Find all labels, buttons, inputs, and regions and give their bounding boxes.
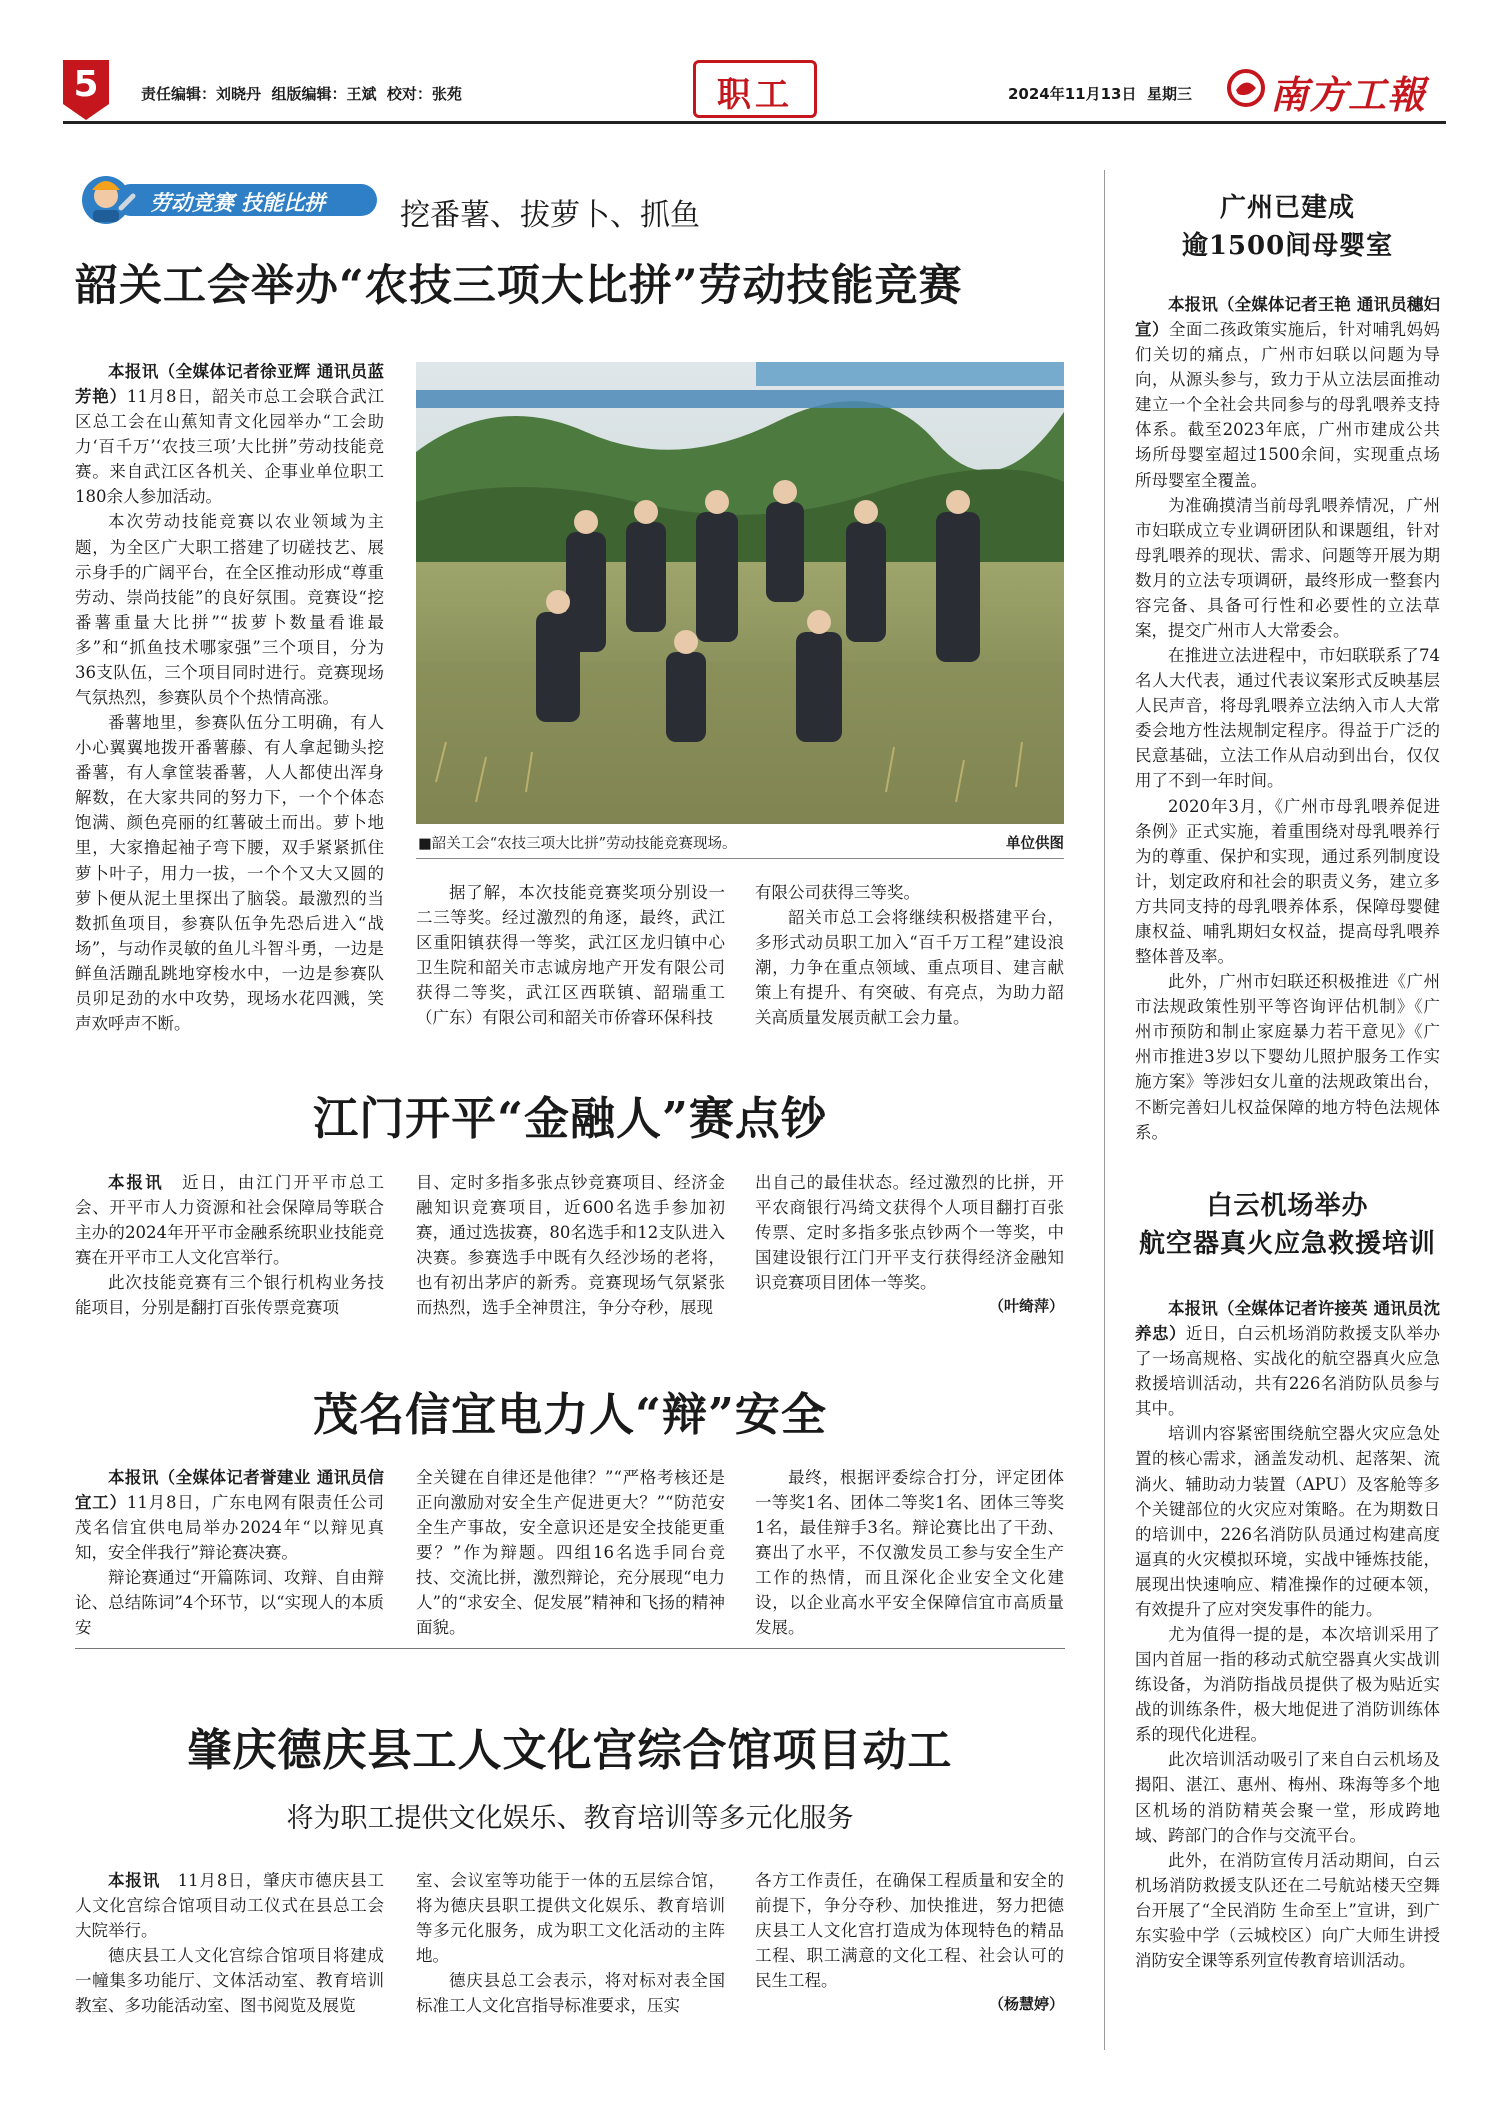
- zhaoqing-p1: 本报讯 11月8日，肇庆市德庆县工人文化宫综合馆项目动工仪式在县总工会大院举行。: [75, 1871, 385, 1941]
- header-rule: [63, 121, 1446, 124]
- section-label: 职工: [717, 75, 793, 115]
- sidebar1-p2: 为准确摸清当前母乳喂养情况，广州市妇联成立专业调研团队和课题组，针对母乳喂养的现状、需求、问题等开展为期数月的立法专项调研，最终形成一整套内容完备、具备可行性和必要性的立法草案，提交广州市人大常委会。: [1135, 495, 1440, 641]
- sidebar2-body: [1135, 1296, 1440, 1973]
- sidebar2-p4: 此次培训活动吸引了来自白云机场及揭阳、湛江、惠州、梅州、珠海等多个地区机场的消防精英会聚一堂，形成跨地域、跨部门的合作与交流平台。: [1135, 1750, 1440, 1845]
- zhaoqing-col3: [755, 1868, 1064, 2014]
- lead-byline: 本报讯（全媒体记者徐亚辉 通讯员蓝芳艳）: [75, 362, 384, 407]
- worker-wrench-icon: [75, 166, 137, 228]
- zhaoqing-p2: 德庆县工人文化宫综合馆项目将建成一幢集多功能厅、文体活动室、教育培训教室、多功能活动室、图书阅览及展览: [75, 1946, 384, 2016]
- maoming-col2-p1: 全关键在自律还是他律？”“严格考核还是正向激励对安全生产促进更大？”“防范安全生产事故，安全意识还是安全技能更重要？”作为辩题。四组16名选手同台竞技、交流比拼，激烈辩论，充分展现“电力人”的“求安全、促发展”精神和飞扬的精神面貌。: [416, 1468, 725, 1638]
- lead-kicker: 挖番薯、拔萝卜、抓鱼: [400, 198, 700, 233]
- page-number-badge: [63, 60, 109, 120]
- sidebar1-p5: 此外，广州市妇联还积极推进《广州市法规政策性别平等咨询评估机制》《广州市预防和制止家庭暴力若干意见》《广州市推进3岁以下婴幼儿照护服务工作实施方案》等涉妇女儿童的法规政策出台，不断完善妇儿权益保障的地方特色法规体系。: [1135, 972, 1440, 1142]
- section-divider: [75, 1648, 1065, 1649]
- jiangmen-col2-p1: 目、定时多指多张点钞竞赛项目、经济金融知识竞赛项目，近600名选手参加初赛，通过选拔赛，80名选手和12支队进入决赛。参赛选手中既有久经沙场的老将，也有初出茅庐的新秀。竞赛现场气氛紧张而热烈，选手全神贯注，争分夺秒，展现: [416, 1173, 725, 1318]
- sidebar1-title-line2: 逾1500间母婴室: [1181, 230, 1394, 261]
- sidebar2-byline: 本报讯（全媒体记者许接英 通讯员沈养忠）: [1135, 1299, 1440, 1344]
- editors-credit: 责任编辑：刘晓丹 组版编辑：王斌 校对：张苑: [141, 85, 462, 103]
- sidebar1-title: [1135, 190, 1440, 265]
- competition-badge: [75, 172, 380, 226]
- maoming-col1: [75, 1465, 384, 1641]
- lead-p2: 本次劳动技能竞赛以农业领域为主题，为全区广大职工搭建了切磋技艺、展示身手的广阔平台，在全区推动形成“尊重劳动、崇尚技能”的良好氛围。竞赛设“挖番薯重量大比拼”“拔萝卜数量看谁最多”和“抓鱼技术哪家强”三个项目，分为36支队伍，三个项目同时进行。竞赛现场气氛热烈，参赛队员个个热情高涨。: [75, 512, 384, 708]
- sidebar-rule: [1104, 170, 1105, 2050]
- sidebar1-p3: 在推进立法进程中，市妇联联系了74名人大代表，通过代表议案形式反映基层人民声音，将母乳喂养立法纳入市人大常委会地方性法规制定程序。得益于广泛的民意基础，立法工作从启动到出台，仅仅用了不到一年时间。: [1135, 646, 1440, 791]
- jiangmen-col1: [75, 1170, 384, 1320]
- sidebar2-title-line1: 白云机场举办: [1206, 1191, 1369, 1221]
- sidebar2-p1: 本报讯（全媒体记者许接英 通讯员沈养忠）近日，白云机场消防救援支队举办了一场高规格、实战化的航空器真火应急救援培训活动，共有226名消防队员参与其中。: [1135, 1299, 1441, 1419]
- sidebar2-p5: 此外，在消防宣传月活动期间，白云机场消防救援支队还在二号航站楼天空舞台开展了“全民消防 生命至上”宣讲，到广东实验中学（云城校区）向广大师生讲授消防安全课等系列宣传教育培训活动。: [1135, 1850, 1440, 1971]
- lead-col1: [75, 359, 384, 1036]
- sidebar1-p4: 2020年3月，《广州市母乳喂养促进条例》正式实施，着重围绕对母乳喂养行为的尊重、保护和实现，通过系列制度设计，划定政府和社会的职责义务，建立多方共同支持的母乳喂养体系，保障母婴健康权益、哺乳期妇女权益，提高母乳喂养整体普及率。: [1135, 796, 1440, 967]
- jiangmen-p2: 此次技能竞赛有三个银行机构业务技能项目，分别是翻打百张传票竞赛项: [75, 1273, 384, 1318]
- lead-p1: 本报讯（全媒体记者徐亚辉 通讯员蓝芳艳）11月8日，韶关市总工会联合武江区总工会在山蕉知青文化园举办“工会助力‘百千万’‘农技三项’大比拼”劳动技能竞赛。来自武江区各机关、企事业单位职工180余人参加活动。: [75, 362, 385, 507]
- sidebar1-p1: 本报讯（全媒体记者王艳 通讯员穗妇宣）全面二孩政策实施后，针对哺乳妈妈们关切的痛点，广州市妇联以问题为导向，从源头参与，致力于从立法层面推动建立一个全社会共同参与的母乳喂养支持体系。截至2023年底，广州市建成公共场所母婴室超过1500余间，实现重点场所母婴室全覆盖。: [1135, 295, 1441, 490]
- jiangmen-col3-p1: 出自己的最佳状态。经过激烈的比拼，开平农商银行冯绮文获得个人项目翻打百张传票、定时多指多张点钞两个一等奖，中国建设银行江门开平支行获得经济金融知识竞赛项目团体一等奖。: [755, 1173, 1064, 1293]
- zhaoqing-col2-p2: 德庆县总工会表示，将对标对表全国标准工人文化宫指导标准要求，压实: [416, 1971, 725, 2016]
- lead-col2: [416, 880, 725, 1030]
- lead-col3-p2: 韶关市总工会将继续积极搭建平台，多形式动员职工加入“百千万工程”建设浪潮，力争在重点领域、重点项目、建言献策上有提升、有突破、有亮点，为助力韶关高质量发展贡献工会力量。: [755, 908, 1064, 1028]
- maoming-col3: [755, 1465, 1064, 1641]
- jiangmen-title: 江门开平“金融人”赛点钞: [313, 1092, 827, 1145]
- zhaoqing-col1: [75, 1868, 384, 2018]
- zhaoqing-signature: （杨慧婷）: [988, 1995, 1064, 2014]
- section-box: [693, 60, 817, 118]
- lead-col2-p1: 据了解，本次技能竞赛奖项分别设一二三等奖。经过激烈的角逐，最终，武江区重阳镇获得一等奖，武江区龙归镇中心卫生院和韶关市志诚房地产开发有限公司获得二等奖，武江区西联镇、韶瑞重工（广东）有限公司和韶关市侨睿环保科技: [416, 883, 725, 1028]
- zhaoqing-title: 肇庆德庆县工人文化宫综合馆项目动工: [187, 1725, 953, 1776]
- sidebar2-title-line2: 航空器真火应急救援培训: [1138, 1228, 1436, 1259]
- zhaoqing-col3-p1: 各方工作责任，在确保工程质量和安全的前提下，争分夺秒、加快推进，努力把德庆县工人文化宫打造成为体现特色的精品工程、职工满意的文化工程、社会认可的民生工程。: [755, 1871, 1064, 1991]
- maoming-p2: 辩论赛通过“开篇陈词、攻辩、自由辩论、总结陈词”4个环节，以“实现人的本质安: [75, 1568, 384, 1638]
- zhaoqing-subtitle: 将为职工提供文化娱乐、教育培训等多元化服务: [286, 1803, 854, 1834]
- logo-emblem-icon: [1226, 68, 1266, 108]
- lead-col3-p1: 有限公司获得三等奖。: [755, 883, 920, 902]
- sidebar1-title-line1: 广州已建成: [1219, 193, 1355, 223]
- maoming-p1: 本报讯（全媒体记者誉建业 通讯员信宜工）11月8日，广东电网有限责任公司茂名信宜供电局举办2024年“以辩见真知，安全伴我行”辩论赛决赛。: [75, 1468, 385, 1563]
- caption-rule: [416, 858, 1064, 859]
- photo-credit: 单位供图: [1006, 836, 1064, 852]
- newspaper-logo: [1226, 64, 1446, 117]
- issue-date: 2024年11月13日 星期三: [1008, 85, 1192, 103]
- jiangmen-signature: （叶绮萍）: [988, 1297, 1064, 1316]
- sidebar2-p2: 培训内容紧密围绕航空器火灾应急处置的核心需求，涵盖发动机、起落架、流淌火、辅助动力装置（APU）及客舱等多个关键部位的火灾应对策略。在为期数日的培训中，226名消防队员通过构建高度逼真的火灾模拟环境，实战中锤炼技能，展现出快速响应、精准操作的过硬本领，有效提升了应对突发事件的能力。: [1135, 1424, 1440, 1619]
- zhaoqing-byline: 本报讯: [108, 1871, 161, 1890]
- maoming-col2: [416, 1465, 725, 1641]
- jiangmen-col3: [755, 1170, 1064, 1316]
- lead-p3: 番薯地里，参赛队伍分工明确，有人小心翼翼地拨开番薯藤、有人拿起锄头挖番薯，有人拿筐装番薯，人人都使出浑身解数，在大家共同的努力下，一个个体态饱满、颜色亮丽的红薯破土而出。萝卜地里，大家撸起袖子弯下腰，双手紧紧抓住萝卜叶子，用力一拔，一个个又大又圆的萝卜便从泥土里探出了脑袋。最激烈的当数抓鱼项目，参赛队伍争先恐后进入“战场”，与动作灵敏的鱼儿斗智斗勇，一边是鲜鱼活蹦乱跳地穿梭水中，一边是参赛队员卯足劲的水中攻势，现场水花四溅，笑声欢呼声不断。: [75, 713, 384, 1034]
- page-number: 5: [73, 64, 99, 105]
- maoming-byline: 本报讯（全媒体记者誉建业 通讯员信宜工）: [75, 1468, 384, 1513]
- badge-label: 劳动竞赛 技能比拼: [150, 191, 326, 215]
- jiangmen-byline: 本报讯: [108, 1173, 164, 1192]
- maoming-title: 茂名信宜电力人“辩”安全: [313, 1388, 827, 1441]
- sidebar2-title: [1120, 1188, 1455, 1263]
- zhaoqing-col2-p1: 室、会议室等功能于一体的五层综合馆，将为德庆县职工提供文化娱乐、教育培训等多元化服务，成为职工文化活动的主阵地。: [416, 1871, 725, 1966]
- photo-caption: ■韶关工会“农技三项大比拼”劳动技能竞赛现场。: [418, 836, 737, 852]
- lead-col3: [755, 880, 1064, 1030]
- logo-text: 南方工報: [1270, 72, 1427, 117]
- sidebar1-byline: 本报讯（全媒体记者王艳 通讯员穗妇宣）: [1135, 295, 1440, 340]
- lead-photo: [416, 362, 1064, 824]
- jiangmen-col2: [416, 1170, 725, 1320]
- sidebar1-body: [1135, 292, 1440, 1145]
- jiangmen-p1: 本报讯 近日，由江门开平市总工会、开平市人力资源和社会保障局等联合主办的2024年开平市金融系统职业技能竞赛在开平市工人文化宫举行。: [75, 1173, 385, 1268]
- maoming-col3-p1: 最终，根据评委综合打分，评定团体一等奖1名、团体二等奖1名、团体三等奖1名，最佳辩手3名。辩论赛比出了干劲、赛出了水平，不仅激发员工参与安全生产工作的热情，而且深化企业安全文化建设，以企业高水平安全保障信宜市高质量发展。: [755, 1468, 1064, 1638]
- zhaoqing-col2: [416, 1868, 725, 2018]
- sidebar2-p3: 尤为值得一提的是，本次培训采用了国内首屈一指的移动式航空器真火实战训练设备，为消防指战员提供了极为贴近实战的训练条件，极大地促进了消防训练体系的现代化进程。: [1135, 1625, 1440, 1745]
- lead-title: 韶关工会举办“农技三项大比拼”劳动技能竞赛: [75, 261, 963, 311]
